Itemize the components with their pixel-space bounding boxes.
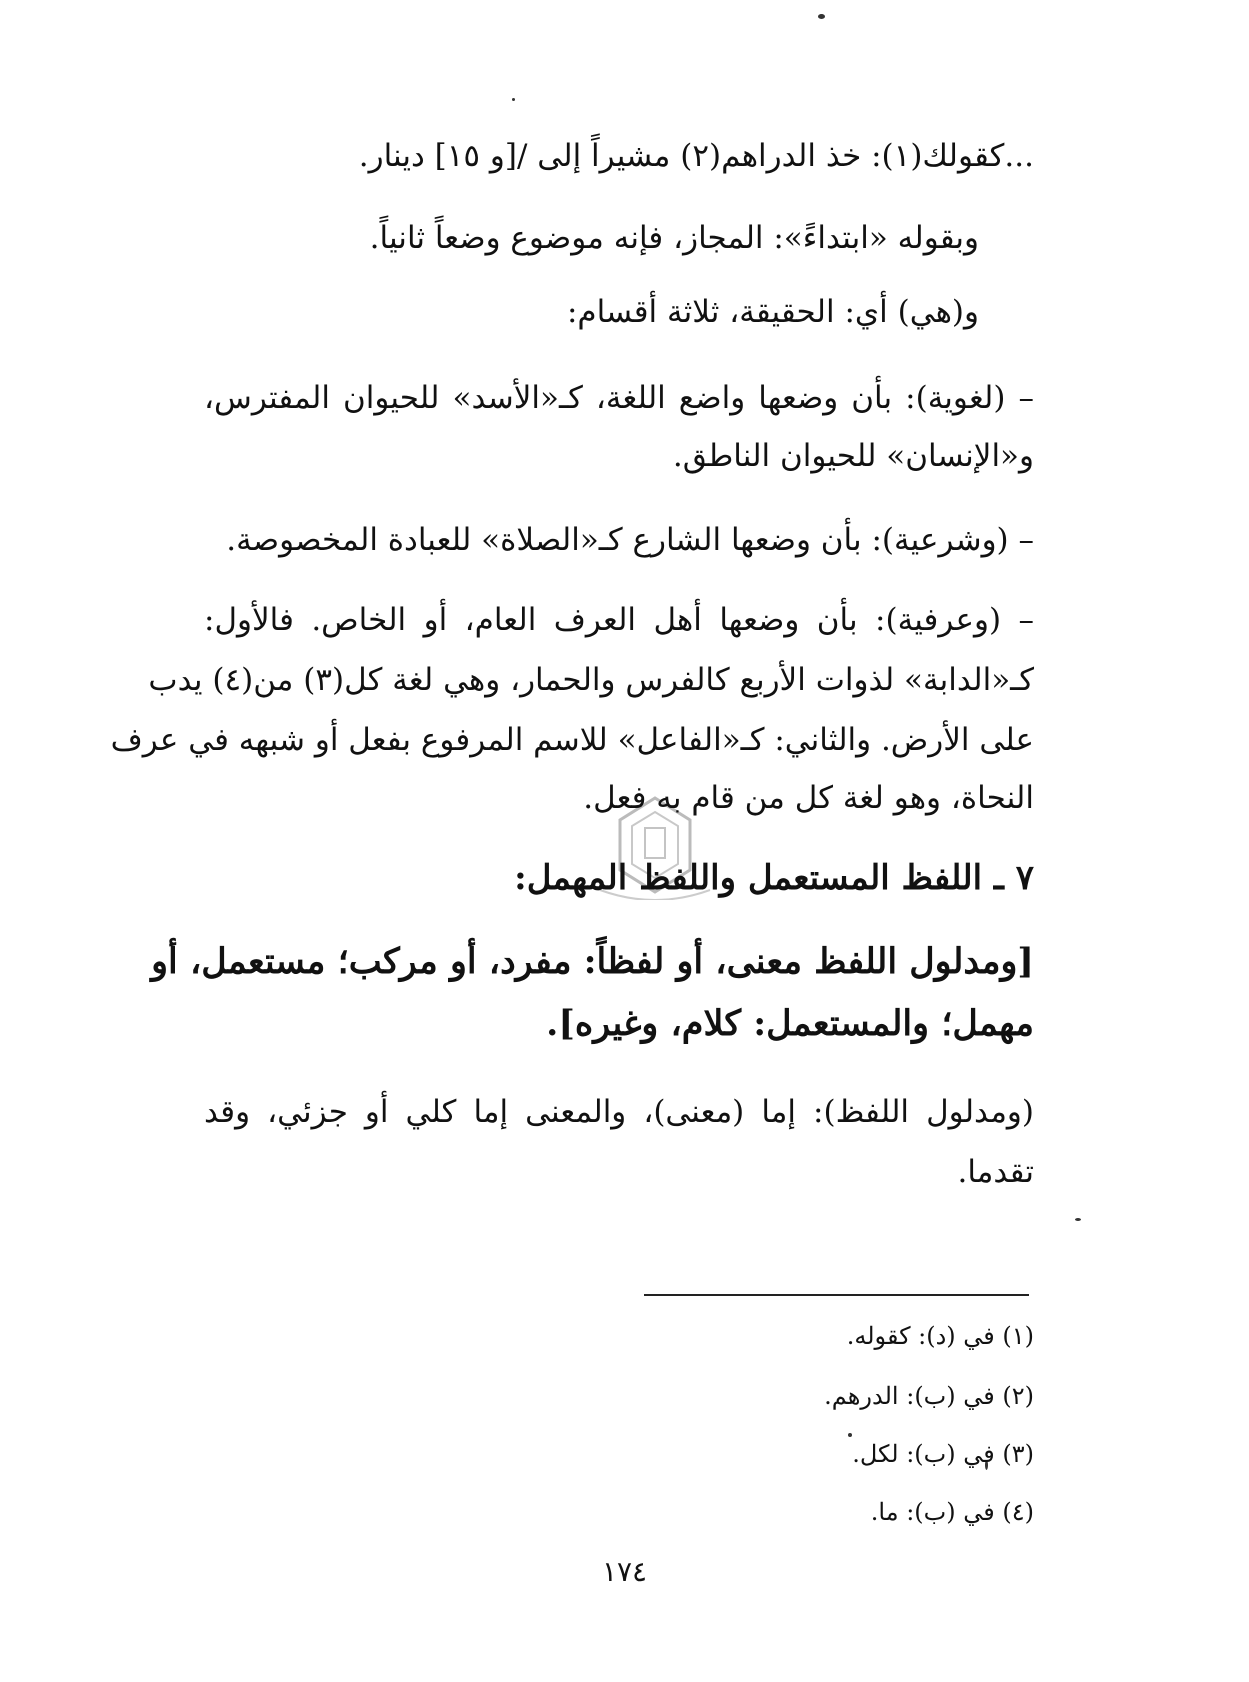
section-heading: ٧ ـ اللفظ المستعمل واللفظ المهمل: [514, 858, 1034, 898]
footnote-separator [644, 1294, 1029, 1296]
body-line: على الأرض. والثاني: كـ«الفاعل» للاسم المرفوع بفعل أو شبهه في عرف [110, 722, 1034, 758]
matn-line: مهمل؛ والمستعمل: كلام، وغيره]. [546, 1003, 1034, 1044]
footnote: (٣) في (ب): لكل. [852, 1440, 1034, 1468]
body-line: – (لغوية): بأن وضعها واضع اللغة، كـ«الأسد» للحيوان المفترس، [204, 380, 1034, 416]
matn-line: [ومدلول اللفظ معنى، أو لفظاً: مفرد، أو مركب؛ مستعمل، أو [151, 941, 1034, 982]
print-speck [848, 1433, 852, 1437]
footnote: (٤) في (ب): ما. [870, 1498, 1034, 1526]
body-line: – (وشرعية): بأن وضعها الشارع كـ«الصلاة» للعبادة المخصوصة. [226, 522, 1034, 558]
body-line: كـ«الدابة» لذوات الأربع كالفرس والحمار، وهي لغة كل(٣) من(٤) يدب [148, 662, 1034, 698]
body-line: وبقوله «ابتداءً»: المجاز، فإنه موضوع وضعاً ثانياً. [369, 220, 979, 256]
body-line: و(هي) أي: الحقيقة، ثلاثة أقسام: [566, 294, 979, 330]
body-line: النحاة، وهو لغة كل من قام به فعل. [583, 780, 1034, 816]
print-speck [818, 14, 825, 19]
body-line: (ومدلول اللفظ): إما (معنى)، والمعنى إما كلي أو جزئي، وقد [204, 1094, 1034, 1130]
footnote: (٢) في (ب): الدرهم. [824, 1382, 1034, 1410]
body-line: ...كقولك(١): خذ الدراهم(٢) مشيراً إلى /[و ١٥] دينار. [358, 138, 1034, 174]
body-line: و«الإنسان» للحيوان الناطق. [672, 438, 1034, 474]
footnote: (١) في (د): كقوله. [846, 1322, 1034, 1350]
print-speck [1075, 1218, 1081, 1221]
page-number: ١٧٤ [601, 1555, 648, 1588]
body-line: – (وعرفية): بأن وضعها أهل العرف العام، أو الخاص. فالأول: [204, 602, 1034, 638]
print-speck [512, 98, 515, 101]
body-line: تقدما. [957, 1154, 1034, 1190]
